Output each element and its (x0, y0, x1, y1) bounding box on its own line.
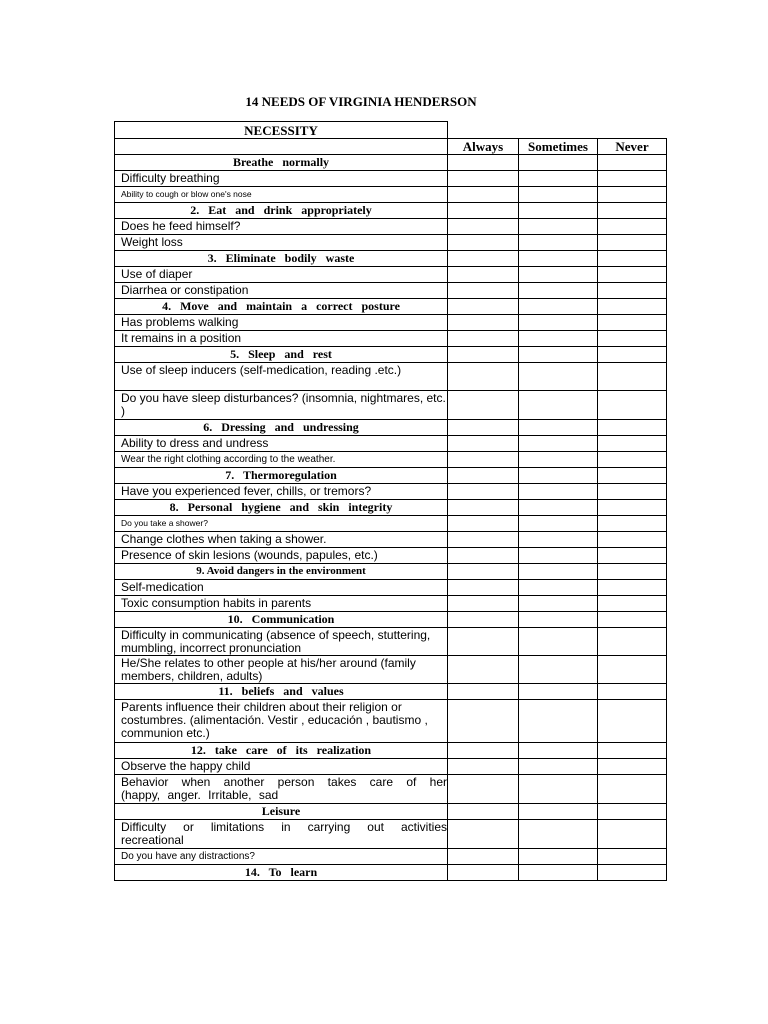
column-header-always: Always (448, 139, 519, 155)
never-cell (598, 331, 667, 347)
sometimes-cell (519, 283, 598, 299)
item-label: Difficulty in communicating (absence of speech, stuttering, mumbling, incorrect pronunciation (115, 628, 448, 656)
section-row (115, 347, 667, 363)
sometimes-cell (519, 596, 598, 612)
sometimes-cell (519, 155, 598, 171)
section-heading: 2. Eat and drink appropriately (115, 203, 448, 219)
never-cell (598, 596, 667, 612)
item-label: Self-medication (115, 580, 448, 596)
never-cell (598, 500, 667, 516)
section-heading: 4. Move and maintain a correct posture (115, 299, 448, 315)
item-row (115, 219, 667, 235)
always-cell (448, 532, 519, 548)
item-label: Difficulty breathing (115, 171, 448, 187)
item-row (115, 436, 667, 452)
always-cell (448, 656, 519, 684)
always-cell (448, 612, 519, 628)
always-cell (448, 203, 519, 219)
always-cell (448, 235, 519, 251)
sometimes-cell (519, 656, 598, 684)
item-label: Have you experienced fever, chills, or tremors? (115, 484, 448, 500)
necessity-header-row (115, 122, 667, 139)
sometimes-cell (519, 612, 598, 628)
never-cell (598, 468, 667, 484)
always-cell (448, 743, 519, 759)
item-row (115, 315, 667, 331)
item-label: Does he feed himself? (115, 219, 448, 235)
item-row (115, 532, 667, 548)
sometimes-cell (519, 331, 598, 347)
sometimes-cell (519, 468, 598, 484)
item-label: Do you take a shower? (115, 516, 448, 532)
always-cell (448, 775, 519, 804)
item-label: Has problems walking (115, 315, 448, 331)
never-cell (598, 187, 667, 203)
section-heading: 7. Thermoregulation (115, 468, 448, 484)
item-row (115, 820, 667, 849)
never-cell (598, 363, 667, 391)
sometimes-cell (519, 347, 598, 363)
item-row (115, 849, 667, 865)
never-cell (598, 484, 667, 500)
item-label: Parents influence their children about their religion or costumbres. (alimentación. Vestir , educación , bautismo , communion etc.) (115, 700, 448, 743)
never-cell (598, 759, 667, 775)
section-heading: 14. To learn (115, 865, 448, 881)
never-cell (598, 820, 667, 849)
always-cell (448, 420, 519, 436)
sometimes-cell (519, 171, 598, 187)
sometimes-cell (519, 532, 598, 548)
item-row (115, 484, 667, 500)
never-cell (598, 315, 667, 331)
section-row (115, 251, 667, 267)
section-heading: 8. Personal hygiene and skin integrity (115, 500, 448, 516)
always-cell (448, 820, 519, 849)
sometimes-cell (519, 299, 598, 315)
sometimes-cell (519, 548, 598, 564)
item-label: Do you have sleep disturbances? (insomnia, nightmares, etc. ) (115, 391, 448, 420)
always-cell (448, 315, 519, 331)
always-cell (448, 251, 519, 267)
never-cell (598, 548, 667, 564)
section-heading: Breathe normally (115, 155, 448, 171)
item-label: He/She relates to other people at his/her around (family members, children, adults) (115, 656, 448, 684)
always-cell (448, 391, 519, 420)
never-cell (598, 775, 667, 804)
always-cell (448, 331, 519, 347)
never-cell (598, 420, 667, 436)
always-cell (448, 187, 519, 203)
never-cell (598, 532, 667, 548)
item-label: Presence of skin lesions (wounds, papules, etc.) (115, 548, 448, 564)
section-row (115, 420, 667, 436)
never-cell (598, 628, 667, 656)
sometimes-cell (519, 759, 598, 775)
never-cell (598, 656, 667, 684)
item-label: Weight loss (115, 235, 448, 251)
item-label: Diarrhea or constipation (115, 283, 448, 299)
never-cell (598, 267, 667, 283)
always-cell (448, 347, 519, 363)
never-cell (598, 436, 667, 452)
item-label: Ability to cough or blow one's nose (115, 187, 448, 203)
section-heading: 6. Dressing and undressing (115, 420, 448, 436)
item-label: Difficulty or limitations in carrying out activities recreational (115, 820, 448, 849)
sometimes-cell (519, 235, 598, 251)
never-cell (598, 516, 667, 532)
section-row (115, 299, 667, 315)
never-cell (598, 612, 667, 628)
always-cell (448, 564, 519, 580)
sometimes-cell (519, 628, 598, 656)
item-row (115, 656, 667, 684)
section-row (115, 155, 667, 171)
section-heading: Leisure (115, 804, 448, 820)
item-label: Observe the happy child (115, 759, 448, 775)
sometimes-cell (519, 743, 598, 759)
always-cell (448, 267, 519, 283)
always-cell (448, 436, 519, 452)
always-cell (448, 596, 519, 612)
column-header-row (115, 139, 667, 155)
item-label: Do you have any distractions? (115, 849, 448, 865)
always-cell (448, 700, 519, 743)
never-cell (598, 251, 667, 267)
sometimes-cell (519, 516, 598, 532)
item-label: It remains in a position (115, 331, 448, 347)
never-cell (598, 299, 667, 315)
sometimes-cell (519, 251, 598, 267)
necessity-header: NECESSITY (115, 122, 448, 139)
item-row (115, 580, 667, 596)
always-cell (448, 849, 519, 865)
always-cell (448, 283, 519, 299)
never-cell (598, 235, 667, 251)
always-cell (448, 804, 519, 820)
item-label: Use of sleep inducers (self-medication, reading .etc.) (115, 363, 448, 391)
section-row (115, 612, 667, 628)
sometimes-cell (519, 820, 598, 849)
sometimes-cell (519, 187, 598, 203)
always-cell (448, 219, 519, 235)
sometimes-cell (519, 203, 598, 219)
section-row (115, 804, 667, 820)
never-cell (598, 452, 667, 468)
never-cell (598, 171, 667, 187)
never-cell (598, 203, 667, 219)
column-header-sometimes: Sometimes (519, 139, 598, 155)
sometimes-cell (519, 484, 598, 500)
item-row (115, 267, 667, 283)
never-cell (598, 155, 667, 171)
item-label: Behavior when another person takes care of her (happy, anger. Irritable, sad (115, 775, 448, 804)
item-row (115, 700, 667, 743)
needs-assessment-table (114, 121, 667, 881)
never-cell (598, 700, 667, 743)
section-row (115, 743, 667, 759)
sometimes-cell (519, 420, 598, 436)
never-cell (598, 849, 667, 865)
always-cell (448, 500, 519, 516)
item-row (115, 363, 667, 391)
item-row (115, 548, 667, 564)
item-row (115, 391, 667, 420)
sometimes-cell (519, 684, 598, 700)
column-header-blank (115, 139, 448, 155)
never-cell (598, 580, 667, 596)
item-label: Wear the right clothing according to the weather. (115, 452, 448, 468)
always-cell (448, 452, 519, 468)
sometimes-cell (519, 775, 598, 804)
section-row (115, 500, 667, 516)
sometimes-cell (519, 452, 598, 468)
item-row (115, 596, 667, 612)
item-row (115, 452, 667, 468)
item-label: Ability to dress and undress (115, 436, 448, 452)
never-cell (598, 804, 667, 820)
always-cell (448, 299, 519, 315)
never-cell (598, 391, 667, 420)
item-row (115, 759, 667, 775)
section-row (115, 203, 667, 219)
sometimes-cell (519, 436, 598, 452)
always-cell (448, 548, 519, 564)
sometimes-cell (519, 391, 598, 420)
sometimes-cell (519, 219, 598, 235)
section-row (115, 468, 667, 484)
item-row (115, 516, 667, 532)
never-cell (598, 283, 667, 299)
never-cell (598, 347, 667, 363)
item-row (115, 331, 667, 347)
never-cell (598, 743, 667, 759)
never-cell (598, 684, 667, 700)
always-cell (448, 484, 519, 500)
section-heading: 10. Communication (115, 612, 448, 628)
always-cell (448, 628, 519, 656)
sometimes-cell (519, 580, 598, 596)
item-row (115, 235, 667, 251)
item-row (115, 283, 667, 299)
document-title: 14 NEEDS OF VIRGINIA HENDERSON (245, 94, 477, 109)
section-row (115, 564, 667, 580)
section-row (115, 684, 667, 700)
section-heading: 3. Eliminate bodily waste (115, 251, 448, 267)
always-cell (448, 363, 519, 391)
sometimes-cell (519, 700, 598, 743)
sometimes-cell (519, 804, 598, 820)
column-header-never: Never (598, 139, 667, 155)
always-cell (448, 171, 519, 187)
always-cell (448, 516, 519, 532)
never-cell (598, 865, 667, 881)
sometimes-cell (519, 363, 598, 391)
section-heading: 11. beliefs and values (115, 684, 448, 700)
sometimes-cell (519, 500, 598, 516)
never-cell (598, 219, 667, 235)
sometimes-cell (519, 849, 598, 865)
sometimes-cell (519, 267, 598, 283)
sometimes-cell (519, 865, 598, 881)
item-label: Change clothes when taking a shower. (115, 532, 448, 548)
section-heading: 12. take care of its realization (115, 743, 448, 759)
sometimes-cell (519, 564, 598, 580)
item-row (115, 775, 667, 804)
always-cell (448, 865, 519, 881)
item-row (115, 628, 667, 656)
always-cell (448, 155, 519, 171)
section-heading: 5. Sleep and rest (115, 347, 448, 363)
always-cell (448, 759, 519, 775)
item-label: Use of diaper (115, 267, 448, 283)
always-cell (448, 580, 519, 596)
item-row (115, 187, 667, 203)
always-cell (448, 684, 519, 700)
section-heading: 9. Avoid dangers in the environment (115, 564, 448, 580)
sometimes-cell (519, 315, 598, 331)
never-cell (598, 564, 667, 580)
item-label: Toxic consumption habits in parents (115, 596, 448, 612)
item-row (115, 171, 667, 187)
always-cell (448, 468, 519, 484)
header-spacer (448, 122, 667, 139)
section-row (115, 865, 667, 881)
